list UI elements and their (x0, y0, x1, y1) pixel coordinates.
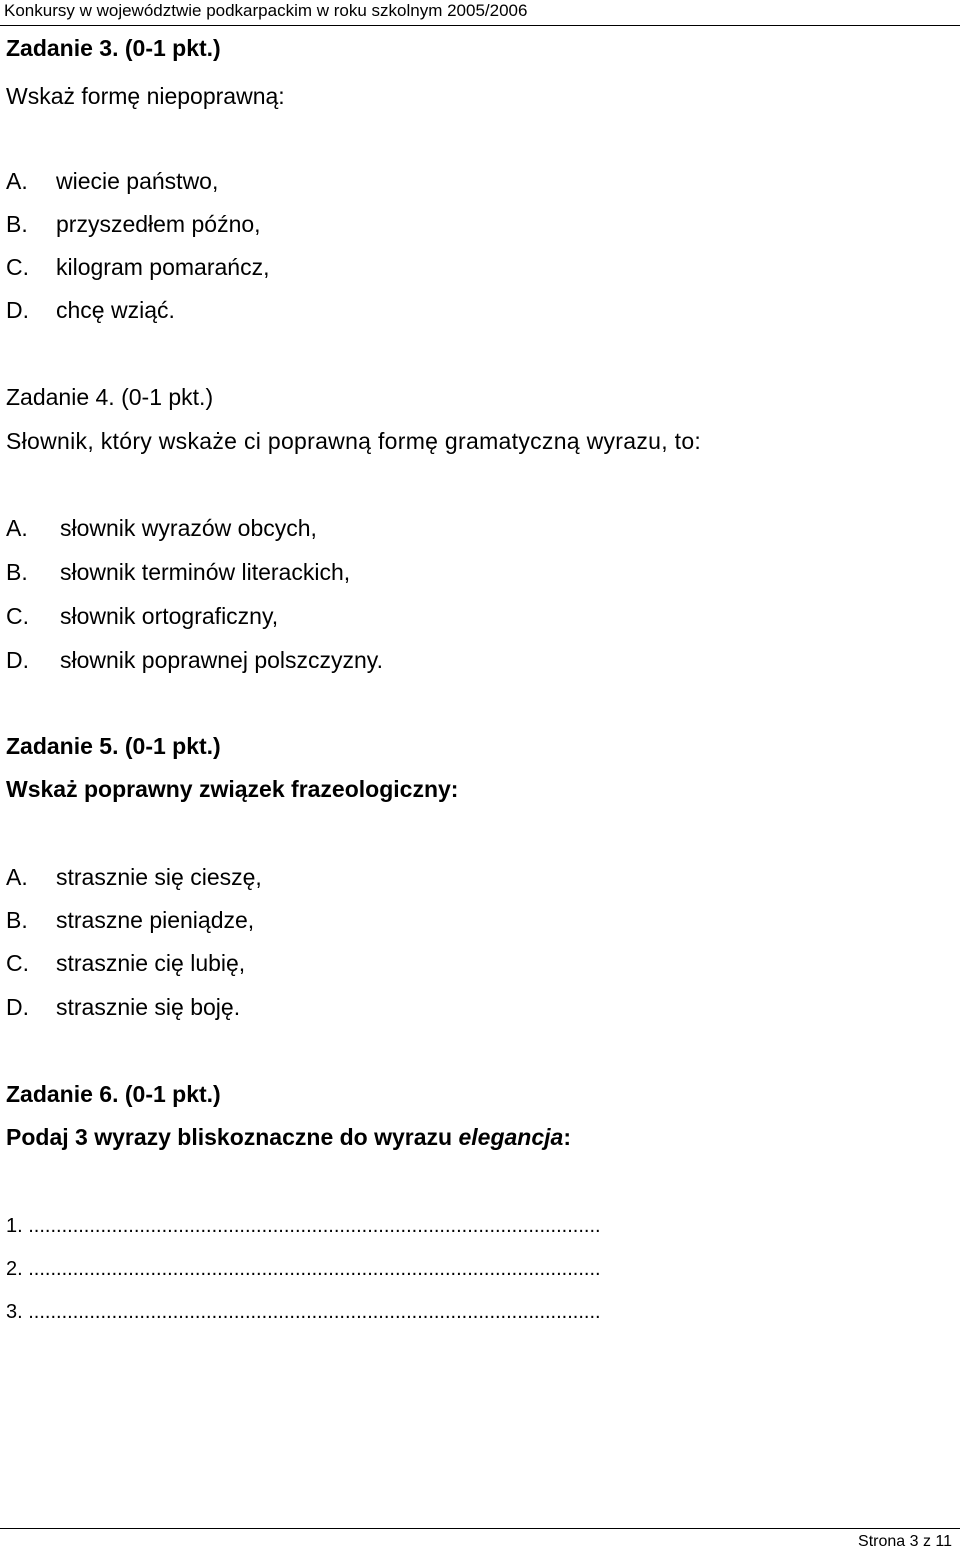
option-text: strasznie się boję. (56, 994, 241, 1020)
header-text: Konkursy w województwie podkarpackim w roku szkolnym 2005/2006 (4, 1, 528, 20)
page-header (0, 0, 960, 26)
footer-divider (0, 1528, 960, 1529)
option-text: słownik terminów literackich, (60, 559, 351, 585)
task3-option-d (6, 295, 175, 325)
option-letter: B. (6, 559, 28, 585)
option-text: słownik poprawnej polszczyzny. (60, 647, 383, 673)
header-divider (0, 25, 960, 26)
task4-option-b (6, 557, 350, 587)
answer-line-2[interactable]: 2. ....................................................................................................... (6, 1258, 601, 1280)
task4-question: Słownik, który wskaże ci poprawną formę gramatyczną wyrazu, to: (6, 428, 702, 454)
option-letter: C. (6, 950, 29, 976)
task6-question-word: elegancja (458, 1124, 564, 1150)
option-text: strasznie cię lubię, (56, 950, 246, 976)
task5-option-b (6, 905, 254, 935)
answer-line-3[interactable]: 3. ....................................................................................................... (6, 1301, 601, 1323)
task6-question (6, 1122, 571, 1152)
task3-option-b (6, 209, 261, 239)
page-number: Strona 3 z 11 (858, 1533, 952, 1550)
task4-option-c (6, 601, 278, 631)
task6-question-prefix: Podaj 3 wyrazy bliskoznaczne do wyrazu (6, 1124, 459, 1150)
option-letter: B. (6, 211, 28, 237)
task3-title: Zadanie 3. (0-1 pkt.) (6, 35, 221, 61)
task4-title: Zadanie 4. (0-1 pkt.) (6, 384, 214, 410)
option-letter: A. (6, 515, 28, 541)
option-text: strasznie się cieszę, (56, 864, 262, 890)
task5-title: Zadanie 5. (0-1 pkt.) (6, 733, 221, 759)
option-letter: B. (6, 907, 28, 933)
task3-option-a (6, 166, 218, 196)
task4-option-d (6, 645, 383, 675)
task3-question: Wskaż formę niepoprawną: (6, 83, 285, 109)
option-text: słownik ortograficzny, (60, 603, 279, 629)
option-letter: A. (6, 168, 28, 194)
option-letter: D. (6, 647, 29, 673)
task5-option-a (6, 862, 262, 892)
option-letter: C. (6, 254, 29, 280)
option-text: słownik wyrazów obcych, (60, 515, 317, 541)
option-text: przyszedłem późno, (56, 211, 261, 237)
option-text: kilogram pomarańcz, (56, 254, 270, 280)
task3-option-c (6, 252, 269, 282)
task4-option-a (6, 513, 317, 543)
task6-title: Zadanie 6. (0-1 pkt.) (6, 1081, 221, 1107)
option-letter: D. (6, 994, 29, 1020)
task5-question: Wskaż poprawny związek frazeologiczny: (6, 776, 459, 802)
task6-question-suffix: : (563, 1124, 571, 1150)
option-text: wiecie państwo, (56, 168, 219, 194)
option-letter: D. (6, 297, 29, 323)
answer-line-1[interactable]: 1. ....................................................................................................... (6, 1215, 601, 1237)
option-text: chcę wziąć. (56, 297, 175, 323)
option-letter: C. (6, 603, 29, 629)
option-letter: A. (6, 864, 28, 890)
option-text: straszne pieniądze, (56, 907, 255, 933)
task5-option-d (6, 992, 240, 1022)
task5-option-c (6, 948, 245, 978)
